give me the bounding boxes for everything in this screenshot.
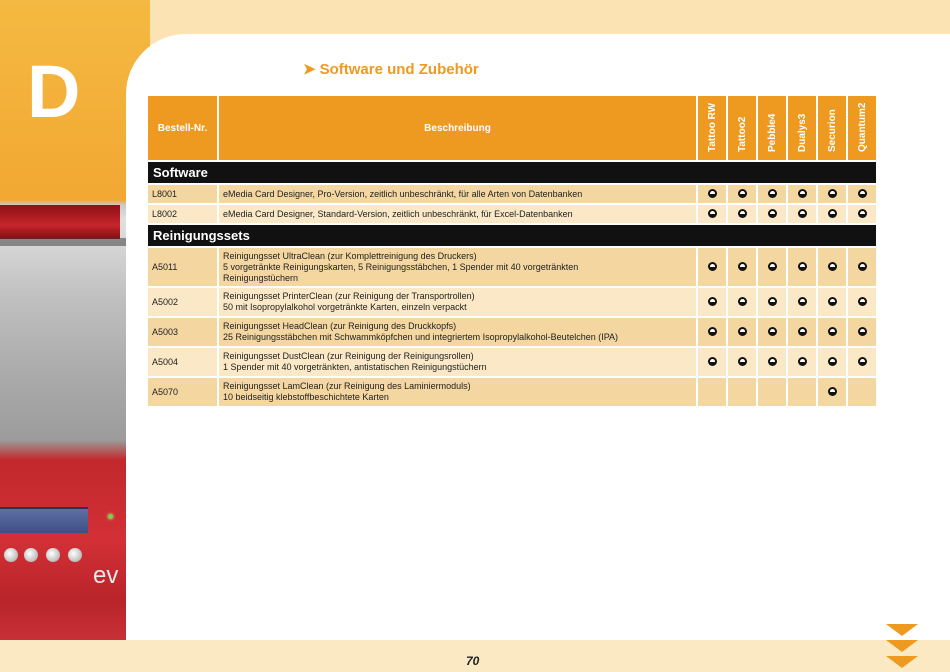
compatible-check-icon <box>798 327 807 336</box>
product-name: Pebble4 <box>767 113 778 152</box>
table-row <box>148 348 876 376</box>
product-name: Securion <box>827 109 838 152</box>
order-number: A5003 <box>148 318 217 346</box>
printer-button <box>46 548 60 562</box>
compatibility-cell <box>818 248 846 286</box>
compatibility-cell <box>788 348 816 376</box>
product-name: Dualys3 <box>797 113 808 152</box>
printer-button <box>4 548 18 562</box>
compatibility-cell <box>818 318 846 346</box>
product-name: Quantum2 <box>857 102 868 152</box>
description-line: 5 vorgetränkte Reinigungskarten, 5 Reinigungsstäbchen, 1 Spender mit 40 vorgetränkten <box>223 261 579 272</box>
page-number: 70 <box>466 654 480 668</box>
description-line: Reinigungsset LamClean (zur Reinigung des Laminiermoduls) <box>223 381 471 391</box>
description <box>219 205 696 223</box>
compatibility-cell <box>698 348 726 376</box>
order-number: L8001 <box>148 185 217 203</box>
description-line: eMedia Card Designer, Pro-Version, zeitlich unbeschränkt, für alle Arten von Datenbanken <box>223 188 583 199</box>
order-number: A5011 <box>148 248 217 286</box>
table-row <box>148 288 876 316</box>
compatible-check-icon <box>708 297 717 306</box>
header-order-number: Bestell-Nr. <box>148 96 217 160</box>
header-product <box>848 96 876 160</box>
compatibility-cell <box>758 248 786 286</box>
description-line: Reinigungsset UltraClean (zur Komplettreinigung des Druckers) <box>223 250 477 261</box>
table-row <box>148 248 876 286</box>
description-line: Reinigungsset DustClean (zur Reinigung der Reinigungsrollen) <box>223 351 474 361</box>
compatibility-cell <box>848 378 876 406</box>
compatibility-cell <box>788 318 816 346</box>
description-line: Reinigungstüchern <box>223 272 299 283</box>
next-page-arrows-icon[interactable] <box>886 624 918 672</box>
compatibility-cell <box>758 288 786 316</box>
compatible-check-icon <box>828 209 837 218</box>
header-product <box>818 96 846 160</box>
compatibility-cell <box>728 318 756 346</box>
compatibility-cell <box>698 248 726 286</box>
compatible-check-icon <box>798 357 807 366</box>
compatible-check-icon <box>738 297 747 306</box>
compatibility-cell <box>818 348 846 376</box>
order-number: A5002 <box>148 288 217 316</box>
printer-logo: ev <box>93 562 119 589</box>
arrow-icon: ➤ <box>303 61 316 78</box>
compatible-check-icon <box>738 209 747 218</box>
table-header-row <box>148 96 876 160</box>
printer-card-slot <box>0 205 120 239</box>
compatible-check-icon <box>858 327 867 336</box>
compatible-check-icon <box>708 357 717 366</box>
compatible-check-icon <box>798 297 807 306</box>
compatible-check-icon <box>828 327 837 336</box>
compatible-check-icon <box>708 327 717 336</box>
printer-status-led <box>108 514 113 519</box>
compatibility-cell <box>848 348 876 376</box>
compatible-check-icon <box>858 262 867 271</box>
product-name: Tattoo RW <box>707 102 718 152</box>
compatibility-cell <box>818 378 846 406</box>
header-description: Beschreibung <box>219 96 696 160</box>
compatibility-cell <box>788 185 816 203</box>
compatibility-cell <box>728 288 756 316</box>
compatibility-cell <box>788 248 816 286</box>
compatibility-cell <box>698 318 726 346</box>
description-line: Reinigungsset PrinterClean (zur Reinigung der Transportrollen) <box>223 291 475 301</box>
description-line: 25 Reinigungsstäbchen mit Schwammköpfchen und integriertem Isopropylalkohol-Beutelchen (IPA) <box>223 332 619 342</box>
compatible-check-icon <box>738 327 747 336</box>
section-header-row <box>148 162 876 183</box>
compatibility-cell <box>698 378 726 406</box>
compatible-check-icon <box>768 262 777 271</box>
compatible-check-icon <box>858 189 867 198</box>
compatibility-cell <box>848 288 876 316</box>
header-product <box>698 96 726 160</box>
header-product <box>728 96 756 160</box>
compatible-check-icon <box>738 357 747 366</box>
compatibility-cell <box>848 248 876 286</box>
compatibility-cell <box>758 205 786 223</box>
compatibility-cell <box>788 378 816 406</box>
compatibility-cell <box>758 185 786 203</box>
section-title <box>303 60 479 78</box>
description-line: 50 mit Isopropylalkohol vorgetränkte Karten, einzeln verpackt <box>223 302 467 312</box>
compatible-check-icon <box>798 262 807 271</box>
compatibility-cell <box>818 288 846 316</box>
compatibility-cell <box>848 318 876 346</box>
description <box>219 378 696 406</box>
compatibility-cell <box>728 348 756 376</box>
compatible-check-icon <box>828 189 837 198</box>
description <box>219 248 696 286</box>
printer-slot-shadow <box>0 238 128 246</box>
accessories-table <box>146 94 878 408</box>
compatible-check-icon <box>768 327 777 336</box>
description <box>219 185 696 203</box>
compatible-check-icon <box>798 209 807 218</box>
table-row <box>148 378 876 406</box>
section-title-text: Software und Zubehör <box>319 61 479 78</box>
printer-button <box>68 548 82 562</box>
compatible-check-icon <box>798 189 807 198</box>
compatible-check-icon <box>768 209 777 218</box>
table-body <box>148 162 876 406</box>
compatibility-cell <box>818 205 846 223</box>
printer-button <box>24 548 38 562</box>
product-name: Tattoo2 <box>737 116 748 152</box>
section-header-row <box>148 225 876 246</box>
compatibility-cell <box>728 205 756 223</box>
description-line: 1 Spender mit 40 vorgetränkten, antistatischen Reinigungstüchern <box>223 362 487 372</box>
section-header: Reinigungssets <box>148 225 876 246</box>
compatible-check-icon <box>708 189 717 198</box>
printer-lcd-display <box>0 507 88 533</box>
section-header: Software <box>148 162 876 183</box>
compatibility-cell <box>848 185 876 203</box>
header-product <box>758 96 786 160</box>
compatible-check-icon <box>738 262 747 271</box>
chapter-letter: D <box>27 50 81 133</box>
compatibility-cell <box>728 378 756 406</box>
compatible-check-icon <box>828 387 837 396</box>
compatible-check-icon <box>738 189 747 198</box>
order-number: L8002 <box>148 205 217 223</box>
compatibility-cell <box>728 248 756 286</box>
compatible-check-icon <box>768 357 777 366</box>
description <box>219 318 696 346</box>
compatible-check-icon <box>828 262 837 271</box>
compatibility-cell <box>788 288 816 316</box>
compatible-check-icon <box>708 262 717 271</box>
description-line: Reinigungsset HeadClean (zur Reinigung des Druckkopfs) <box>223 321 457 331</box>
compatibility-cell <box>698 185 726 203</box>
compatible-check-icon <box>858 297 867 306</box>
compatibility-cell <box>758 378 786 406</box>
compatibility-cell <box>728 185 756 203</box>
compatibility-cell <box>788 205 816 223</box>
compatible-check-icon <box>768 297 777 306</box>
compatible-check-icon <box>858 357 867 366</box>
table-row <box>148 185 876 203</box>
compatibility-cell <box>758 318 786 346</box>
description <box>219 288 696 316</box>
description-line: eMedia Card Designer, Standard-Version, zeitlich unbeschränkt, für Excel-Datenbanken <box>223 208 573 219</box>
compatible-check-icon <box>828 357 837 366</box>
compatible-check-icon <box>828 297 837 306</box>
compatibility-cell <box>818 185 846 203</box>
table-row <box>148 318 876 346</box>
compatibility-cell <box>758 348 786 376</box>
description <box>219 348 696 376</box>
order-number: A5070 <box>148 378 217 406</box>
compatible-check-icon <box>708 209 717 218</box>
compatibility-cell <box>698 288 726 316</box>
compatibility-cell <box>848 205 876 223</box>
table-row <box>148 205 876 223</box>
description-line: 10 beidseitig klebstoffbeschichtete Karten <box>223 392 389 402</box>
order-number: A5004 <box>148 348 217 376</box>
header-product <box>788 96 816 160</box>
compatibility-cell <box>698 205 726 223</box>
compatible-check-icon <box>768 189 777 198</box>
compatible-check-icon <box>858 209 867 218</box>
